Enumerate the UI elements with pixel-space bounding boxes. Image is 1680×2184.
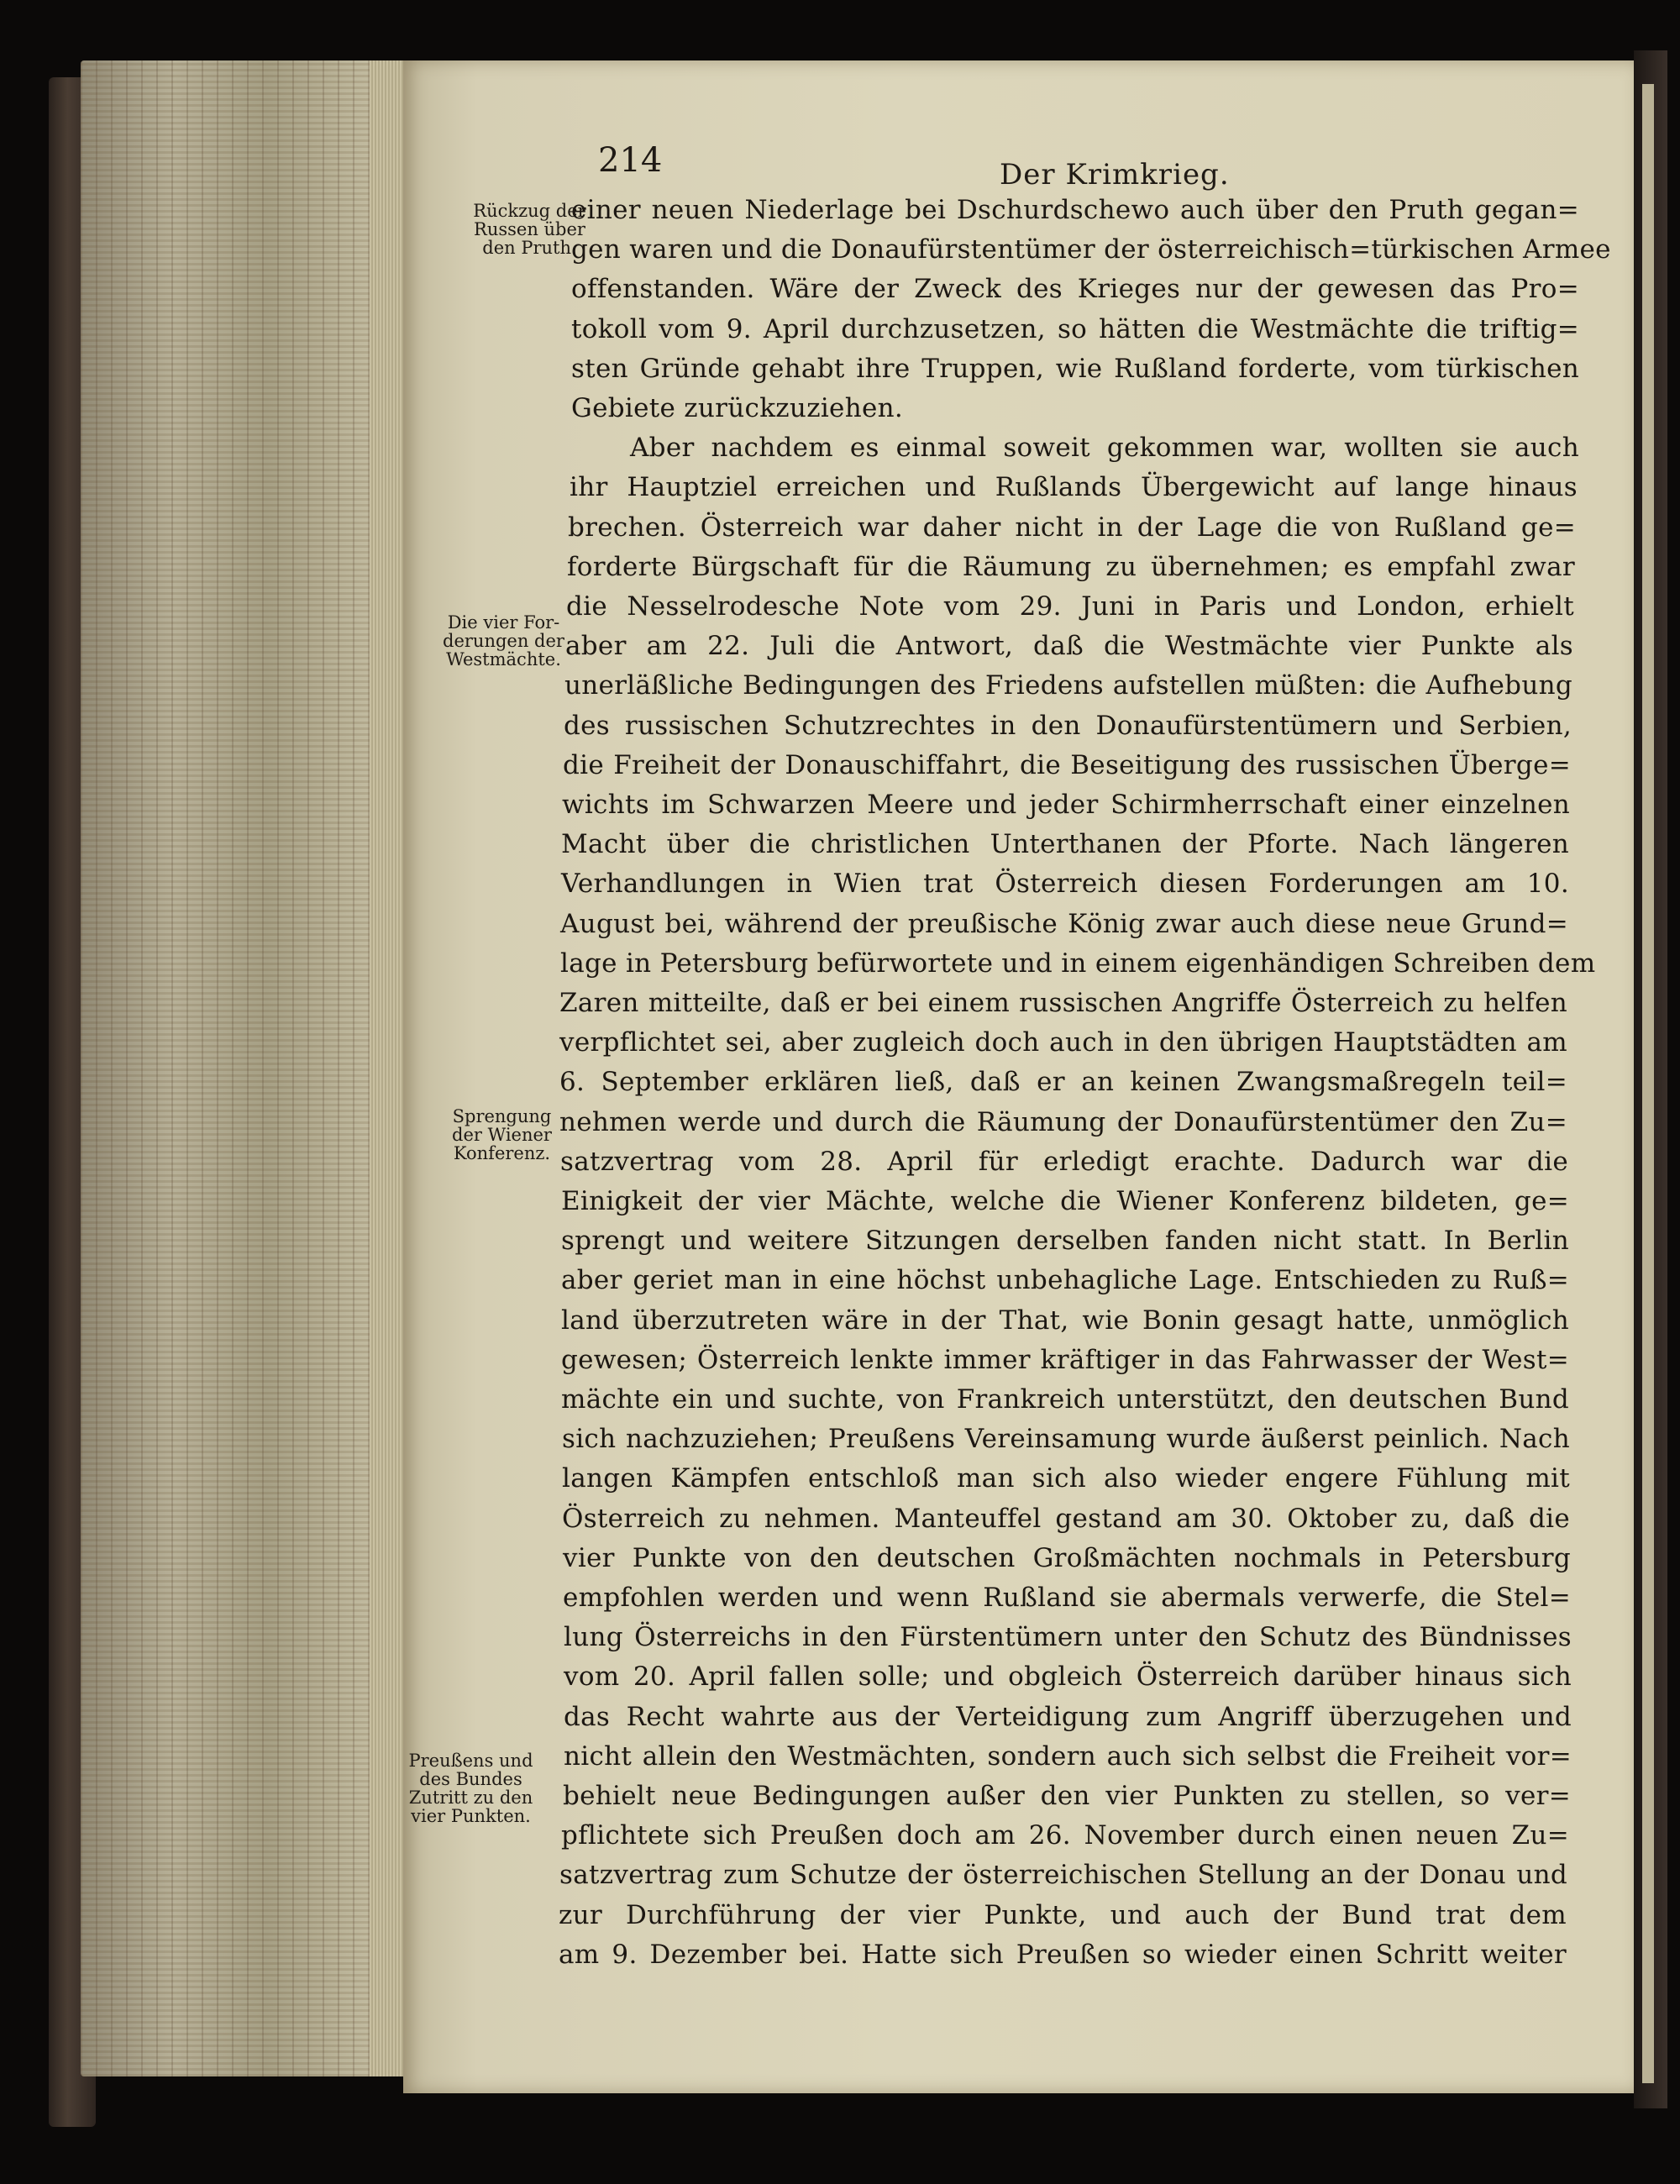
text-line: Macht über die christlichen Unterthanen der Pforte. Nach längeren (561, 829, 1569, 860)
text-line: nicht allein den Westmächten, sondern auch sich selbst die Freiheit vor= (564, 1740, 1572, 1772)
marginal-note-line: Preußens und (408, 1751, 533, 1771)
marginal-note-line: Konferenz. (453, 1143, 551, 1163)
marginal-note-line: Sprengung (452, 1106, 552, 1126)
text-line: sten Gründe gehabt ihre Truppen, wie Rußland forderte, vom türkischen (571, 353, 1579, 384)
text-line: Österreich zu nehmen. Manteuffel gestand am 30. Oktober zu, daß die (562, 1503, 1570, 1534)
marginal-note-line: Westmächte. (446, 649, 561, 669)
text-line: sich nachzuziehen; Preußens Vereinsamung wurde äußerst peinlich. Nach (562, 1424, 1570, 1455)
text-line: lung Österreichs in den Fürstentümern unter den Schutz des Bündnisses (564, 1622, 1572, 1653)
text-line: brechen. Österreich war daher nicht in der Lage die von Rußland ge= (568, 512, 1576, 543)
marginal-note-line: des Bundes (419, 1769, 522, 1789)
text-line: einer neuen Niederlage bei Dschurdschewo auch über den Pruth gegan= (571, 195, 1579, 225)
text-line: Aber nachdem es einmal soweit gekommen war, wollten sie auch (630, 433, 1579, 464)
marginal-note-forderungen (434, 613, 573, 669)
text-line: land überzutreten wäre in der That, wie Bonin gesagt hatte, unmöglich (561, 1305, 1569, 1336)
marginal-note-sprengung (433, 1107, 571, 1163)
text-line: satzvertrag vom 28. April für erledigt erachte. Dadurch war die (560, 1146, 1568, 1177)
marginal-note-line: der Wiener (452, 1125, 552, 1145)
marginal-note-line: Russen über (474, 219, 585, 239)
marginal-note-line: Die vier For- (447, 612, 560, 633)
text-line: sprengt und weitere Sitzungen derselben fanden nicht statt. In Berlin (561, 1226, 1569, 1257)
marginal-note-line: derungen der (443, 631, 564, 651)
text-line: behielt neue Bedingungen außer den vier Punkten zu stellen, so ver= (563, 1781, 1571, 1811)
text-line: pflichtete sich Preußen doch am 26. November durch einen neuen Zu= (561, 1820, 1569, 1851)
text-line: empfohlen werden und wenn Rußland sie abermals verwerfe, die Stel= (563, 1583, 1571, 1613)
text-line: des russischen Schutzrechtes in den Donaufürstentümern und Serbien, (564, 710, 1572, 741)
running-head: Der Krimkrieg. (1000, 158, 1230, 192)
text-line: aber am 22. Juli die Antwort, daß die Westmächte vier Punkte als (565, 631, 1573, 662)
text-line: Gebiete zurückzuziehen. (571, 393, 904, 423)
marginal-note-line: Rückzug der (473, 201, 586, 221)
text-line: Verhandlungen in Wien trat Österreich diesen Forderungen am 10. (561, 869, 1569, 900)
marginal-note-preussen (402, 1751, 540, 1825)
text-line: tokoll vom 9. April durchzusetzen, so hätten die Westmächte die triftig= (571, 313, 1579, 344)
text-line: gen waren und die Donaufürstentümer der österreichisch=türkischen Armee (571, 234, 1611, 265)
text-line: die Freiheit der Donauschiffahrt, die Beseitigung des russischen Überge= (563, 749, 1571, 780)
text-line: lage in Petersburg befürwortete und in einem eigenhändigen Schreiben dem (560, 948, 1596, 979)
text-line: August bei, während der preußische König zwar auch diese neue Grund= (560, 908, 1568, 939)
text-line: am 9. Dezember bei. Hatte sich Preußen so wieder einen Schritt weiter (559, 1939, 1567, 1970)
marginal-note-line: Zutritt zu den (408, 1788, 533, 1808)
text-line: verpflichtet sei, aber zugleich doch auch in den übrigen Hauptstädten am (559, 1027, 1567, 1058)
text-line: satzvertrag zum Schutze der österreichischen Stellung an der Donau und (559, 1860, 1567, 1891)
text-line: 6. September erklären ließ, daß er an keinen Zwangsmaßregeln teil= (559, 1067, 1567, 1098)
text-line: vier Punkte von den deutschen Großmächten nochmals in Petersburg (563, 1542, 1571, 1573)
text-line: vom 20. April fallen solle; und obgleich Österreich darüber hinaus sich (564, 1662, 1572, 1693)
text-line: mächte ein und suchte, von Frankreich unterstützt, den deutschen Bund (561, 1384, 1569, 1415)
page-number: 214 (598, 141, 663, 180)
marginal-note-line: vier Punkten. (411, 1806, 531, 1826)
text-line: ihr Hauptziel erreichen und Rußlands Übergewicht auf lange hinaus (570, 472, 1578, 503)
text-line: offenstanden. Wäre der Zweck des Krieges nur der gewesen das Pro= (571, 274, 1579, 305)
text-line: forderte Bürgschaft für die Räumung zu übernehmen; es empfahl zwar (567, 551, 1575, 582)
text-line: zur Durchführung der vier Punkte, und auch der Bund trat dem (559, 1899, 1567, 1930)
text-line: nehmen werde und durch die Räumung der Donaufürstentümer den Zu= (559, 1106, 1567, 1137)
text-line: wichts im Schwarzen Meere und jeder Schirmherrschaft einer einzelnen (562, 790, 1570, 820)
text-line: aber geriet man in eine höchst unbehagliche Lage. Entschieden zu Ruß= (561, 1265, 1569, 1296)
text-line: das Recht wahrte aus der Verteidigung zum Angriff überzugehen und (564, 1701, 1572, 1732)
text-line: die Nesselrodesche Note vom 29. Juni in Paris und London, erhielt (566, 591, 1574, 622)
text-line: unerläßliche Bedingungen des Friedens aufstellen müßten: die Aufhebung (564, 670, 1572, 701)
text-line: Einigkeit der vier Mächte, welche die Wiener Konferenz bildeten, ge= (561, 1186, 1569, 1216)
text-line: gewesen; Österreich lenkte immer kräftiger in das Fahrwasser der West= (561, 1344, 1569, 1375)
marginal-note-line: den Pruth. (482, 238, 577, 258)
marbled-page-edge (81, 60, 391, 2076)
facing-page-strip (1642, 84, 1654, 2083)
text-line: Zaren mitteilte, daß er bei einem russischen Angriffe Österreich zu helfen (559, 988, 1567, 1018)
text-line: langen Kämpfen entschloß man sich also wieder engere Fühlung mit (562, 1463, 1570, 1494)
